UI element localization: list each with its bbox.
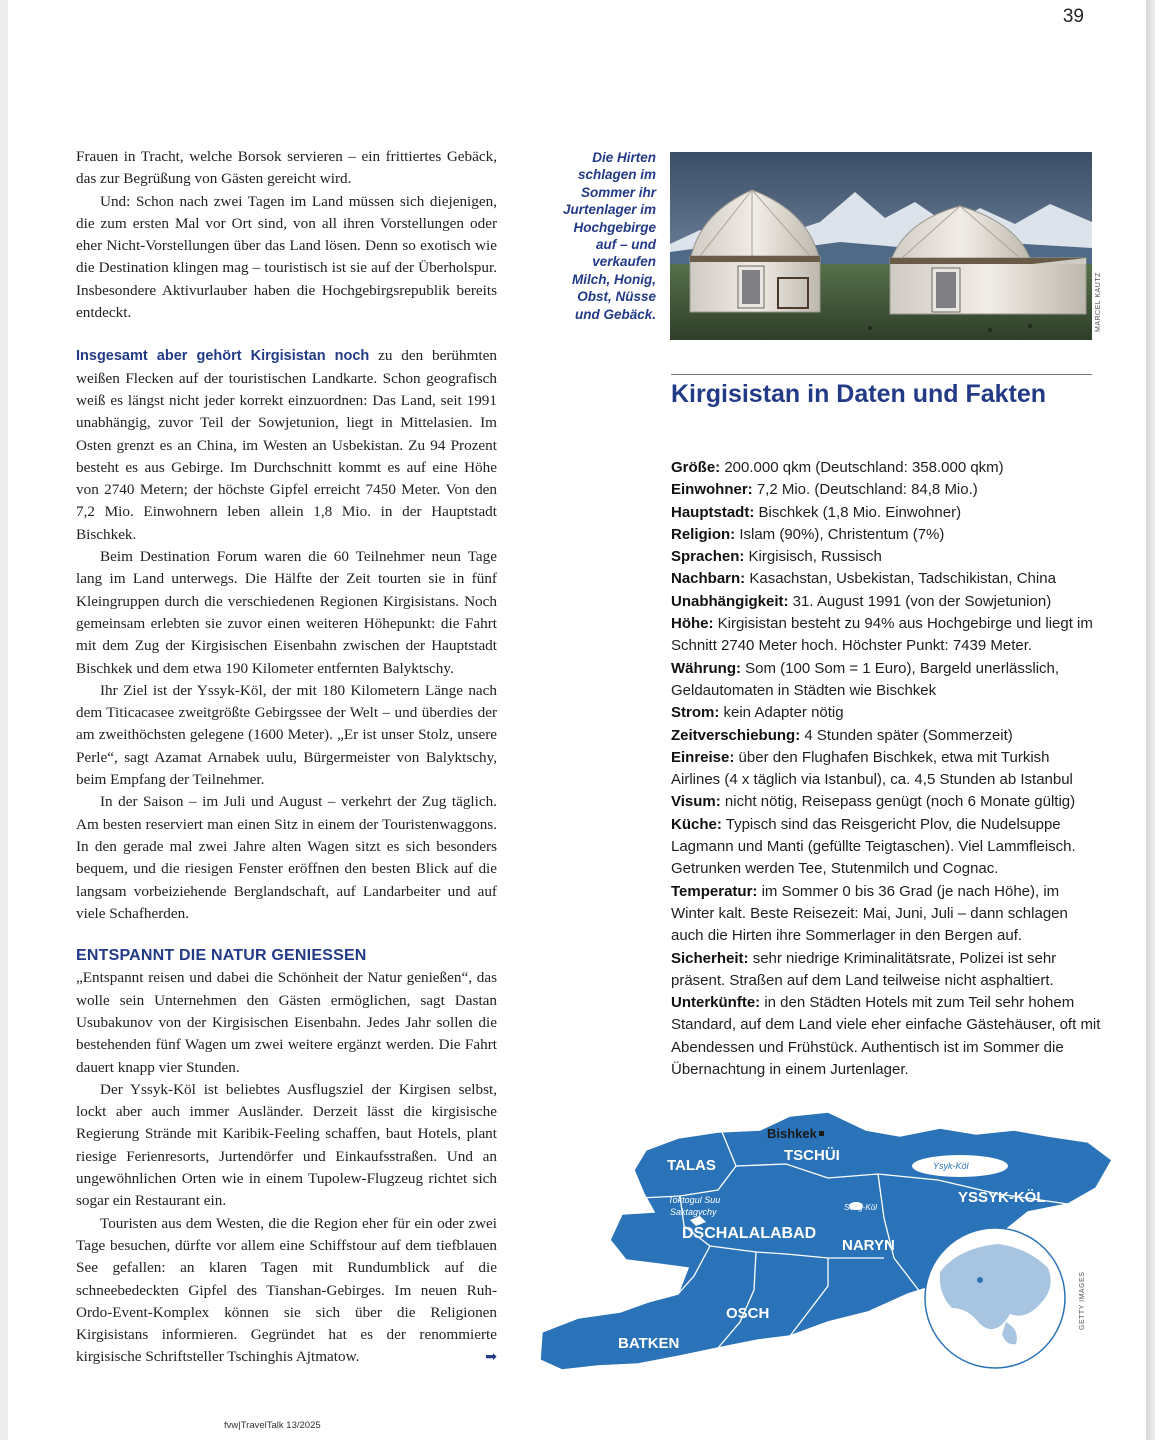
article-paragraph: Der Yssyk-Köl ist beliebtes Ausflugsziel der Kirgisen selbst, lockt aber auch immer Ausländer. Derzeit lässt die kirgisische Regierung Strände mit Karibik-Feeling schaffen, baut Hotels, plant riesige Ferienresorts, Jurtendörfer und Einkaufsstraßen. Und an ungewöhnlichen Orten wie in einem Tupolew-Flugzeug richtet sich sogar ein Restaurant ein. bbox=[76, 1080, 497, 1210]
continue-arrow-icon: ➡ bbox=[485, 1349, 497, 1366]
map-svg bbox=[528, 1108, 1112, 1390]
fact-item: Religion: Islam (90%), Christentum (7%) bbox=[671, 525, 945, 543]
article-paragraph bbox=[76, 345, 497, 546]
label-talas: TALAS bbox=[667, 1157, 716, 1174]
label-bishkek: Bishkek bbox=[767, 1126, 817, 1141]
label-osch: OSCH bbox=[726, 1305, 770, 1322]
paragraph-body: zu den berühmten weißen Flecken auf der touristischen Landkarte. Schon geografisch weiß es längst nicht jeder korrekt einzuordnen: Das Land, seit 1991 unabhängig, zuvor Teil der Sowjetunion, liegt in Mittelasien. Im Osten grenzt es an China, im Westen an Usbekistan. Zu 94 Prozent besteht es aus Gebirge. Im Durchschnitt kommt es auf eine Höhe von 2740 Metern; der höchste Gipfel erreicht 7450 Meter. Von den 7,2 Mio. Einwohnern leben allein 1,8 Mio. in der Hauptstadt Bischkek. bbox=[76, 347, 497, 543]
article-paragraph: Ihr Ziel ist der Yssyk-Köl, der mit 180 Kilometern Länge nach dem Titicacasee zweitgrößte Gebirgssee der Welt – und überdies der am zweithöchsten gelegene (1600 Meter). „Er ist unser Stolz, unsere Perle“, sagt Azamat Arnabek uulu, Bürgermeister von Balyktschy, beim Empfang der Teilnehmer. bbox=[76, 681, 497, 789]
page-footer: fvw|TravelTalk 13/2025 bbox=[224, 1420, 321, 1431]
kyrgyzstan-map bbox=[528, 1108, 1112, 1390]
fact-item: Zeitverschiebung: 4 Stunden später (Sommerzeit) bbox=[671, 726, 1013, 744]
photo-caption: Die Hirten schlagen im Sommer ihr Jurtenlager im Hochgebirge auf – und verkaufen Milch, Honig, Obst, Nüsse und Gebäck. bbox=[562, 150, 656, 322]
fact-item: Temperatur: im Sommer 0 bis 36 Grad (je nach Höhe), im Winter kalt. Beste Reisezeit: Mai, Juni, Juli – dann schlagen auch die Hirten ihre Sommerlager in den Bergen auf. bbox=[671, 882, 1068, 945]
magazine-page bbox=[8, 0, 1146, 1440]
fact-item: Unterkünfte: in den Städten Hotels mit zum Teil sehr hohem Standard, auf dem Land viele eher einfache Gästehäuser, oft mit Abendessen und Frühstück. Authentisch ist im Sommer die Übernachtung in einem Jurtenlager. bbox=[671, 994, 1101, 1079]
fact-item: Nachbarn: Kasachstan, Usbekistan, Tadschikistan, China bbox=[671, 570, 1056, 588]
fact-item: Einwohner: 7,2 Mio. (Deutschland: 84,8 Mio.) bbox=[671, 481, 978, 499]
fact-item: Sprachen: Kirgisisch, Russisch bbox=[671, 548, 882, 566]
label-toktogul-2: Saktagychy bbox=[670, 1207, 717, 1217]
fact-item: Hauptstadt: Bischkek (1,8 Mio. Einwohner) bbox=[671, 503, 962, 521]
article-paragraph: Beim Destination Forum waren die 60 Teilnehmer neun Tage lang im Land unterwegs. Die Hälfte der Zeit tourten sie in fünf Kleingruppen durch die verschiedenen Regionen Kirgisistans. Noch gemeinsam erlebten sie zuvor einen weiteren Höhepunkt: die Fahrt mit dem Zug der Kirgisischen Eisenbahn zwischen der Hauptstadt Bischkek und dem etwa 190 Kilometer entfernten Balyktschy. bbox=[76, 548, 497, 677]
fact-item: Unabhängigkeit: 31. August 1991 (von der Sowjetunion) bbox=[671, 592, 1052, 610]
fact-item: Strom: kein Adapter nötig bbox=[671, 704, 844, 722]
label-batken: BATKEN bbox=[618, 1335, 680, 1352]
fact-item: Höhe: Kirgisistan besteht zu 94% aus Hochgebirge und liegt im Schnitt 2740 Meter hoch. Höchster Punkt: 7439 Meter. bbox=[671, 615, 1093, 655]
page-number: 39 bbox=[1062, 6, 1084, 27]
capital-marker bbox=[819, 1131, 824, 1136]
facts-divider bbox=[671, 374, 1092, 375]
paragraph-body: Touristen aus dem Westen, die die Region eher für ein oder zwei Tage besuchen, dürfte vor allem eine Schiffstour auf dem tiefblauen See gefallen: an klaren Tagen mit Rundumblick auf die schneebedeckten Gipfel des Tianshan-Gebirges. Im neuen Ruh-Ordo-Event-Komplex können sie sich über die Religionen Kirgisistans informieren. Gegründet hat es der renommierte kirgisische Schriftsteller Tschinghis Ajtmatow. bbox=[76, 1214, 497, 1366]
label-yssykkol: YSSYK-KÖL bbox=[958, 1189, 1046, 1206]
label-tschui: TSCHÜI bbox=[784, 1147, 840, 1164]
article-column bbox=[76, 146, 497, 1369]
label-dschalalabad: DSCHALALABAD bbox=[682, 1225, 817, 1242]
yurt-photo bbox=[670, 152, 1092, 340]
page-edge-shadow bbox=[1146, 0, 1155, 1440]
label-songkol: Song-Köl bbox=[844, 1203, 877, 1212]
globe-inset bbox=[925, 1228, 1065, 1368]
paragraph-lead-in: Insgesamt aber gehört Kirgisistan noch bbox=[76, 348, 370, 365]
article-paragraph: In der Saison – im Juli und August – verkehrt der Zug täglich. Am besten reserviert man einen Sitz in einem der Touristenwaggons. In den gerade mal zwei Jahre alten Wagen sitzt es sich besonders bequem, und die riesigen Fenster eröffnen den besten Blick auf die langsam vorbeiziehende Berglandschaft, auf Landarbeiter und auf viele Schafherden. bbox=[76, 793, 497, 922]
fact-item: Größe: 200.000 qkm (Deutschland: 358.000 qkm) bbox=[671, 459, 1004, 476]
section-subheading: ENTSPANNT DIE NATUR GENIESSEN bbox=[76, 947, 367, 965]
fact-item: Küche: Typisch sind das Reisgericht Plov, die Nudelsuppe Lagmann und Manti (gefüllte Teigtaschen). Viel Lammfleisch. Getrunken werden Tee, Stutenmilch und Cognac. bbox=[671, 815, 1076, 878]
article-paragraph: „Entspannt reisen und dabei die Schönheit der Natur genießen“, das wolle sein Unternehmen den Gästen ermöglichen, sagt Dastan Usubakunov von der Kirgisischen Eisenbahn. Jedes Jahr sollen die bestehenden fünf Wagen um zwei weitere ergänzt werden. Die Fahrt dauert knapp vier Stunden. bbox=[76, 969, 497, 1076]
fact-item: Visum: nicht nötig, Reisepass genügt (noch 6 Monate gültig) bbox=[671, 793, 1076, 811]
yurt-illustration bbox=[670, 152, 1092, 340]
label-naryn: NARYN bbox=[842, 1237, 895, 1254]
facts-title: Kirgisistan in Daten und Fakten bbox=[671, 380, 1047, 408]
fact-item: Sicherheit: sehr niedrige Kriminalitätsrate, Polizei ist sehr präsent. Straßen auf dem Land teilweise nicht asphaltiert. bbox=[671, 949, 1057, 989]
article-paragraph bbox=[76, 1213, 497, 1369]
map-credit: GETTY IMAGES bbox=[1079, 1271, 1086, 1330]
article-paragraph: Frauen in Tracht, welche Borsok servieren – ein frittiertes Gebäck, das zur Begrüßung von Gästen gereicht wird. bbox=[76, 148, 497, 188]
article-paragraph: Und: Schon nach zwei Tagen im Land müssen sich diejenigen, die zum ersten Mal vor Ort sind, von all ihren Vorstellungen oder eher Nicht-Vorstellungen über das Land lösen. Denn so exotisch wie die Destination klingen mag – touristisch ist sie auf der Überholspur. Insbesondere Aktivurlauber haben die Hochgebirgsrepublik bereits entdeckt. bbox=[76, 192, 497, 322]
facts-list bbox=[671, 457, 1101, 1081]
label-ysykkol-lake: Ysyk-Köl bbox=[933, 1161, 969, 1171]
fact-item: Einreise: über den Flughafen Bischkek, etwa mit Turkish Airlines (4 x täglich via Istanbul), ca. 4,5 Stunden ab Istanbul bbox=[671, 748, 1073, 789]
label-toktogul: Toktogul Suu bbox=[668, 1195, 721, 1205]
fact-item: Währung: Som (100 Som = 1 Euro), Bargeld unerlässlich, Geldautomaten in Städten wie Bischkek bbox=[671, 659, 1060, 699]
photo-credit: MARCEL KAUTZ bbox=[1095, 272, 1102, 332]
